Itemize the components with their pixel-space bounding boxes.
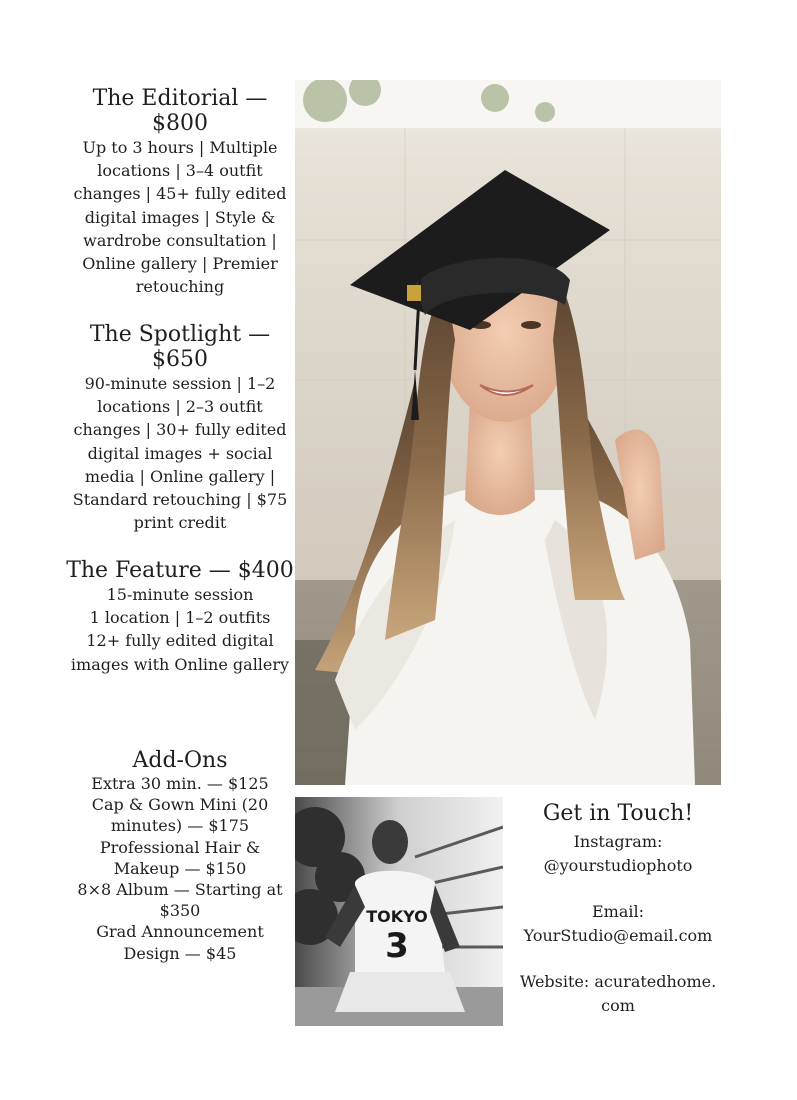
package-details: 90-minute session | 1–2 locations | 2–3 outfit changes | 30+ fully edited digital images + social media | Online gallery | Standard retouching | $75 print credit: [72, 374, 288, 533]
package-title: The Editorial — $800: [92, 86, 268, 136]
package-feature: [66, 558, 294, 676]
senior-portrait-photo: [295, 797, 503, 1026]
graduate-portrait-photo: [295, 80, 721, 785]
shirt-text: TOKYO: [366, 907, 428, 926]
package-title: The Feature — $400: [66, 558, 294, 583]
package-spotlight: [66, 322, 294, 534]
package-detail-line: 1 location | 1–2 outfits: [89, 608, 271, 628]
instagram-label: Instagram:: [573, 832, 663, 851]
package-detail-line: 12+ fully edited digital images with Online gallery: [70, 631, 290, 674]
email-link[interactable]: YourStudio@email.com: [523, 925, 713, 945]
email-label: Email:: [591, 902, 644, 921]
addons-title: Add-Ons: [132, 748, 228, 773]
website-link-continued[interactable]: com: [601, 995, 635, 1015]
instagram-link[interactable]: @yourstudiophoto: [543, 855, 693, 875]
package-detail-line: 15-minute session: [106, 585, 254, 604]
addon-item: 8×8 Album — Starting at $350: [77, 880, 283, 921]
contact-title: Get in Touch!: [542, 801, 694, 826]
package-title: The Spotlight — $650: [89, 322, 271, 372]
package-editorial: [66, 86, 294, 298]
addon-item: Professional Hair & Makeup — $150: [99, 837, 261, 878]
package-details: Up to 3 hours | Multiple locations | 3–4 outfit changes | 45+ fully edited digital images | Style & wardrobe consultation | Online gallery | Premier retouching: [73, 138, 287, 297]
contact-section: [512, 800, 724, 1017]
shirt-number: 3: [385, 926, 409, 966]
addon-item: Cap & Gown Mini (20 minutes) — $175: [91, 795, 269, 836]
addon-item: Grad Announcement Design — $45: [96, 922, 264, 963]
addon-item: Extra 30 min. — $125: [91, 774, 269, 793]
website-link[interactable]: Website: acuratedhome.: [519, 972, 717, 991]
addons-section: [66, 748, 294, 964]
